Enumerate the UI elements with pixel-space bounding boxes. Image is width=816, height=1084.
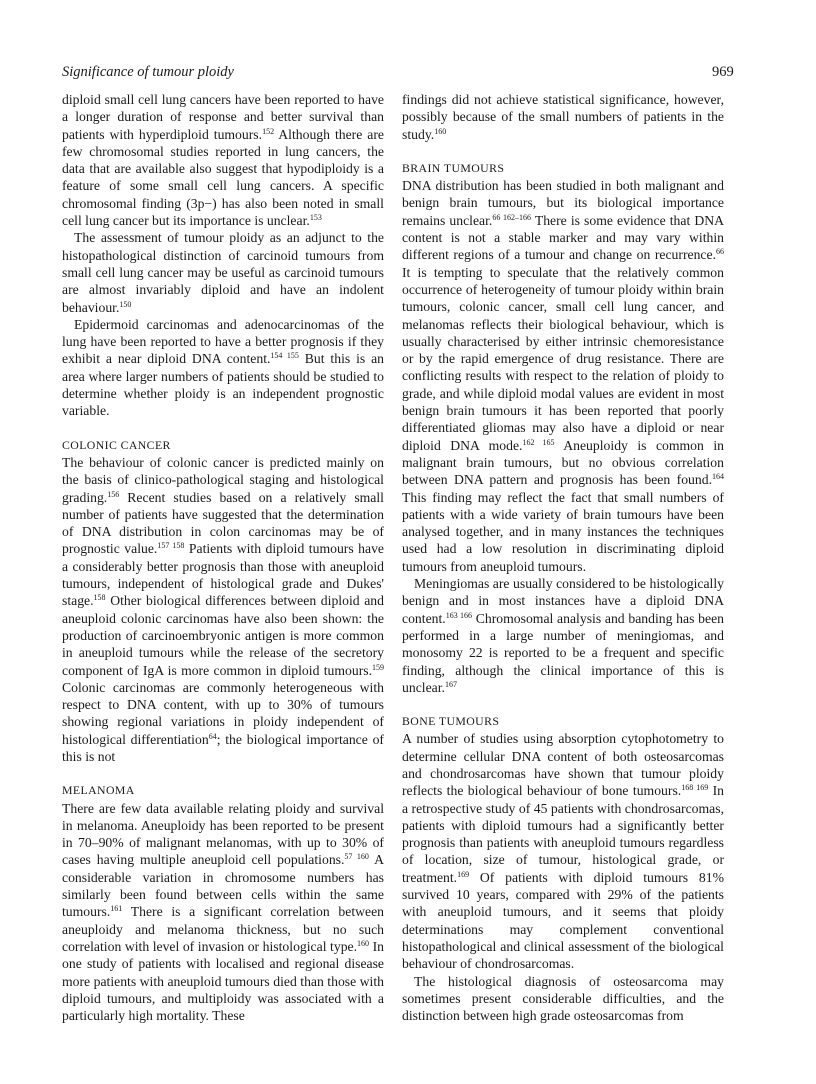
- citation: 161: [110, 904, 123, 914]
- section-heading-melanoma: MELANOMA: [62, 783, 135, 798]
- citation: 154 155: [270, 351, 299, 361]
- citation: 66 162–166: [492, 212, 532, 222]
- citation: 64: [208, 731, 217, 741]
- citation: 167: [444, 679, 457, 689]
- citation: 152: [262, 126, 275, 136]
- citation: 156: [107, 489, 120, 499]
- citation: 160: [434, 126, 447, 136]
- right-column: [402, 91, 724, 1024]
- paragraph-melanoma-continued: findings did not achieve statistical significance, however, possibly because of the small numbers of patients in the study.$^{160}$: [402, 92, 724, 142]
- running-title: Significance of tumour ploidy: [62, 64, 234, 80]
- citation: 153: [309, 213, 322, 223]
- citation: 162 165: [522, 437, 555, 447]
- paragraph-osteosarcoma: The histological diagnosis of osteosarcoma may sometimes present considerable difficulties, and the distinction between high grade osteosarcomas from: [402, 973, 724, 1024]
- section-heading-colonic-cancer: COLONIC CANCER: [62, 437, 171, 452]
- page-number: 969: [712, 64, 734, 80]
- left-column: [62, 91, 384, 1024]
- citation: 157 158: [157, 541, 185, 551]
- citation: 168 169: [681, 783, 709, 793]
- citation: 160: [357, 938, 370, 948]
- citation: 169: [457, 869, 470, 879]
- paragraph-brain-tumours: DNA distribution has been studied in both malignant and benign brain tumours, but its biological importance remains unclear.$^{66 162-166}$ There is some evidence that DNA content is not a stable marker and may vary within different regions of a tumour and change on recurrence.$^{66}$ It is tempting to speculate that the relatively common occurrence of heterogeneity of tumour ploidy within brain tumours, colonic cancer, small cell lung cancer, and melanomas reflects their biological behaviour, which is usually characterised by either intrinsic chemoresistance or by the rapid emergence of drug resistance. There are conflicting results with respect to the relation of ploidy to grade, and while diploid modal values are evident in most benign brain tumours it has been reported that poorly differentiated gliomas may also have a diploid or near diploid DNA mode.$^{162 165}$ Aneuploidy is common in malignant brain tumours, but no obvious correlation between DNA pattern and prognosis has been found.$^{164}$ This finding may reflect the fact that small numbers of patients with a wide variety of brain tumours have been analysed together, and in many instances the techniques used had a low resolution in discriminating diploid tumours from aneuploid tumours.: [402, 178, 724, 574]
- paragraph-lung-survival: diploid small cell lung cancers have been reported to have a longer duration of response and better survival than patients with hyperdiploid tumours.$^{152}$ Although there are few chromosomal studies reported in lung cancers, the data that are available also suggest that hypodiploidy is a feature of some small cell lung cancers. A specific chromosomal finding (3p−) has also been noted in small cell lung cancer but its importance is unclear.$^{153}$: [62, 92, 384, 229]
- section-heading-bone-tumours: BONE TUMOURS: [402, 714, 500, 729]
- citation: 159: [372, 662, 384, 672]
- citation: 66: [716, 247, 724, 257]
- paragraph-bone-tumours: A number of studies using absorption cytophotometry to determine cellular DNA content of both osteosarcomas and chondrosarcomas have shown that tumour ploidy reflects the biological behaviour of bone tumours.$^{168 169}$ In a retrospective study of 45 patients with chondrosarcomas, patients with diploid tumours had a significantly better prognosis than patients with aneuploid tumours regardless of location, size of tumour, histological grade, or treatment.$^{169}$ Of patients with diploid tumours 81% survived 10 years, compared with 29% of the patients with aneuploid tumours, and it seems that ploidy determinations may complement conventional histopathological and clinical assessment of the biological behaviour of chondrosarcomas.: [402, 731, 724, 972]
- paragraph-meningiomas: Meningiomas are usually considered to be histologically benign and in most instances have a diploid DNA content.$^{163 166}$ Chromosomal analysis and banding has been performed in a large number of meningiomas, and monosomy 22 is reported to be a frequent and specific finding, although the clinical importance of this is unclear.$^{167}$: [402, 576, 724, 695]
- citation: 158: [93, 593, 106, 603]
- paragraph-carcinoid: The assessment of tumour ploidy as an adjunct to the histopathological distinction of carcinoid tumours from small cell lung cancer may be useful as carcinoid tumours are almost invariably diploid and have an indolent behaviour.$^{150}$: [62, 230, 384, 315]
- section-heading-brain-tumours: BRAIN TUMOURS: [402, 160, 505, 175]
- paragraph-colonic-cancer: The behaviour of colonic cancer is predicted mainly on the basis of clinico-pathological staging and histological grading.$^{156}$ Recent studies based on a relatively small number of patients have suggested that the determination of DNA distribution in colon carcinomas may be of prognostic value.$^{157 158}$ Patients with diploid tumours have a considerably better prognosis than those with aneuploid tumours, independent of histological grade and Dukes' stage.$^{158}$ Other biological differences between diploid and aneuploid colonic carcinomas have also been shown: the production of carcinoembryonic antigen is more common in aneuploid tumours while the release of the secretory component of IgA is more common in diploid tumours.$^{159}$ Colonic carcinomas are commonly heterogeneous with respect to DNA content, with up to 30% of tumours showing regional variations in ploidy independent of histological differentiation$^{64}$; the biological importance of this is not: [62, 454, 384, 764]
- paragraph-epidermoid: Epidermoid carcinomas and adenocarcinomas of the lung have been reported to have a better prognosis if they exhibit a near diploid DNA content.$^{154 155}$ But this is an area where larger numbers of patients should be studied to determine whether ploidy is an independent prognostic variable.: [62, 316, 384, 419]
- paragraph-melanoma: There are few data available relating ploidy and survival in melanoma. Aneuploidy has been reported to be present in 70–90% of malignant melanomas, with up to 30% of cases having multiple aneuploid cell populations.$^{57 160}$ A considerable variation in chromosome numbers has similarly been found between cells within the same tumours.$^{161}$ There is a significant correlation between aneuploidy and melanoma thickness, but no such correlation with level of invasion or histological type.$^{160}$ In one study of patients with localised and regional disease more patients with aneuploid tumours died than those with diploid tumours, and multiploidy was associated with a particularly high mortality. These: [62, 800, 384, 1024]
- citation: 163 166: [445, 610, 473, 620]
- citation: 57 160: [344, 852, 369, 862]
- citation: 150: [119, 299, 132, 309]
- citation: 164: [712, 472, 724, 482]
